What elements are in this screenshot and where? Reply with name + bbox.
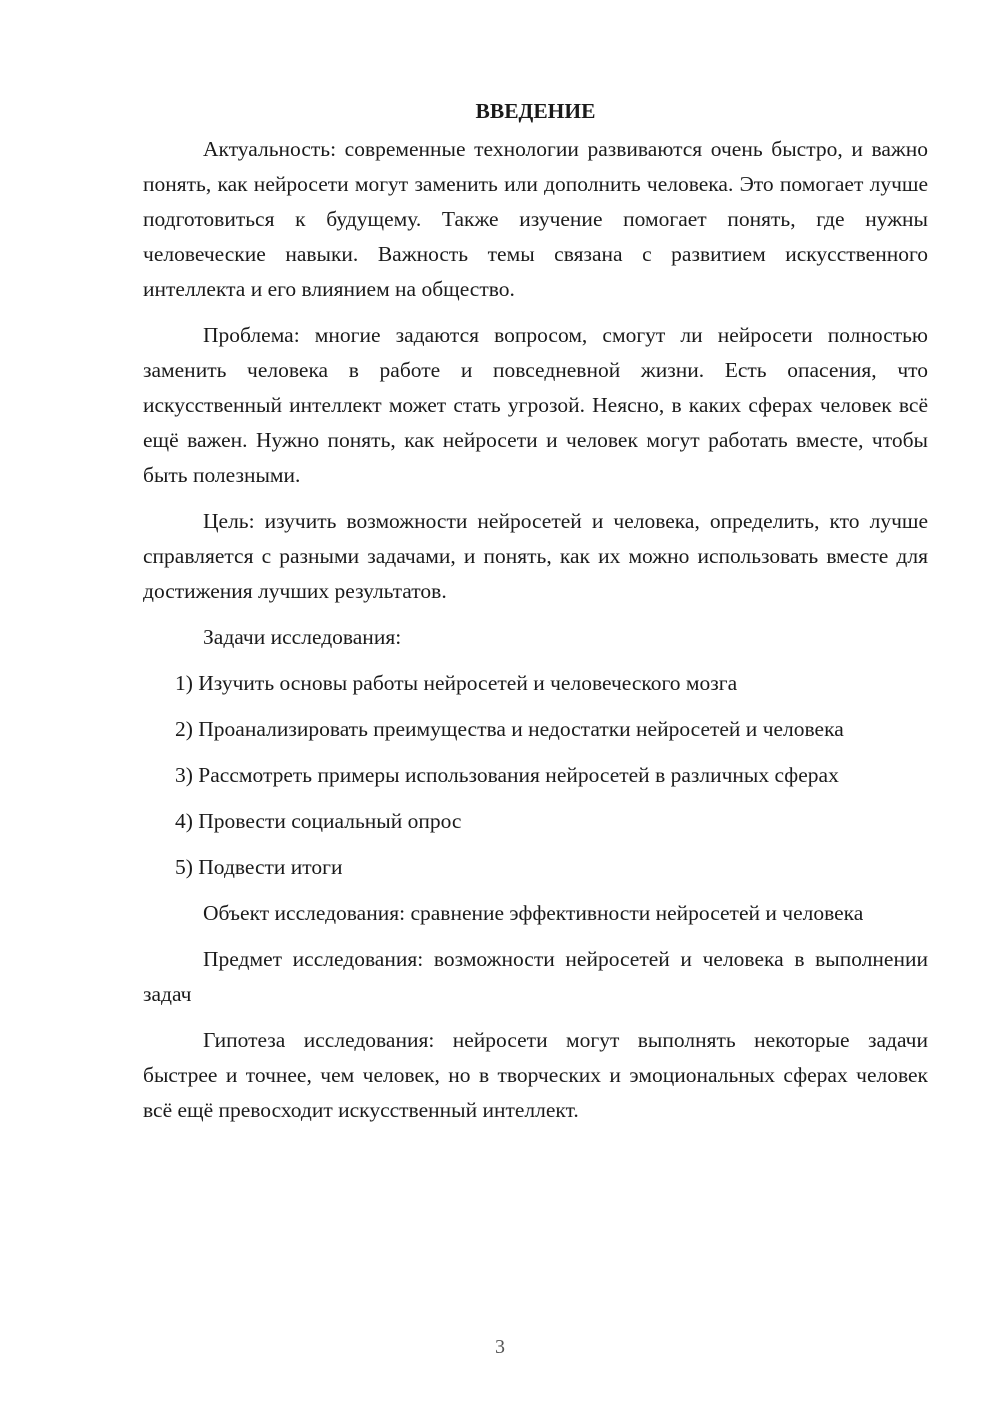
tasks-heading: Задачи исследования:: [203, 625, 402, 649]
page-content: [143, 96, 928, 1139]
goal-paragraph: Цель: изучить возможности нейросетей и человека, определить, кто лучше справляется с разными задачами, и понять, как их можно использовать вместе для достижения лучших результатов.: [143, 509, 928, 603]
subject-paragraph: Предмет исследования: возможности нейросетей и человека в выполнении задач: [143, 947, 928, 1006]
task-item: 5) Подвести итоги: [175, 855, 343, 879]
task-item: 1) Изучить основы работы нейросетей и человеческого мозга: [175, 671, 738, 695]
hypothesis-paragraph: Гипотеза исследования: нейросети могут выполнять некоторые задачи быстрее и точнее, чем человек, но в творческих и эмоциональных сферах человек всё ещё превосходит искусственный интеллект.: [143, 1028, 928, 1122]
page-number: 3: [495, 1336, 505, 1358]
object-paragraph: Объект исследования: сравнение эффективности нейросетей и человека: [203, 901, 864, 925]
problem-paragraph: Проблема: многие задаются вопросом, смогут ли нейросети полностью заменить человека в работе и повседневной жизни. Есть опасения, что искусственный интеллект может стать угрозой. Неясно, в каких сферах человек всё ещё важен. Нужно понять, как нейросети и человек могут работать вместе, чтобы быть полезными.: [143, 323, 928, 487]
relevance-paragraph: Актуальность: современные технологии развиваются очень быстро, и важно понять, как нейросети могут заменить или дополнить человека. Это помогает лучше подготовиться к будущему. Также изучение помогает понять, где нужны человеческие навыки. Важность темы связана с развитием искусственного интеллекта и его влиянием на общество.: [143, 137, 928, 301]
task-item: 4) Провести социальный опрос: [175, 809, 462, 833]
section-title: ВВЕДЕНИЕ: [475, 99, 596, 123]
task-item: 3) Рассмотреть примеры использования нейросетей в различных сферах: [175, 763, 839, 787]
task-item: 2) Проанализировать преимущества и недостатки нейросетей и человека: [175, 717, 844, 741]
